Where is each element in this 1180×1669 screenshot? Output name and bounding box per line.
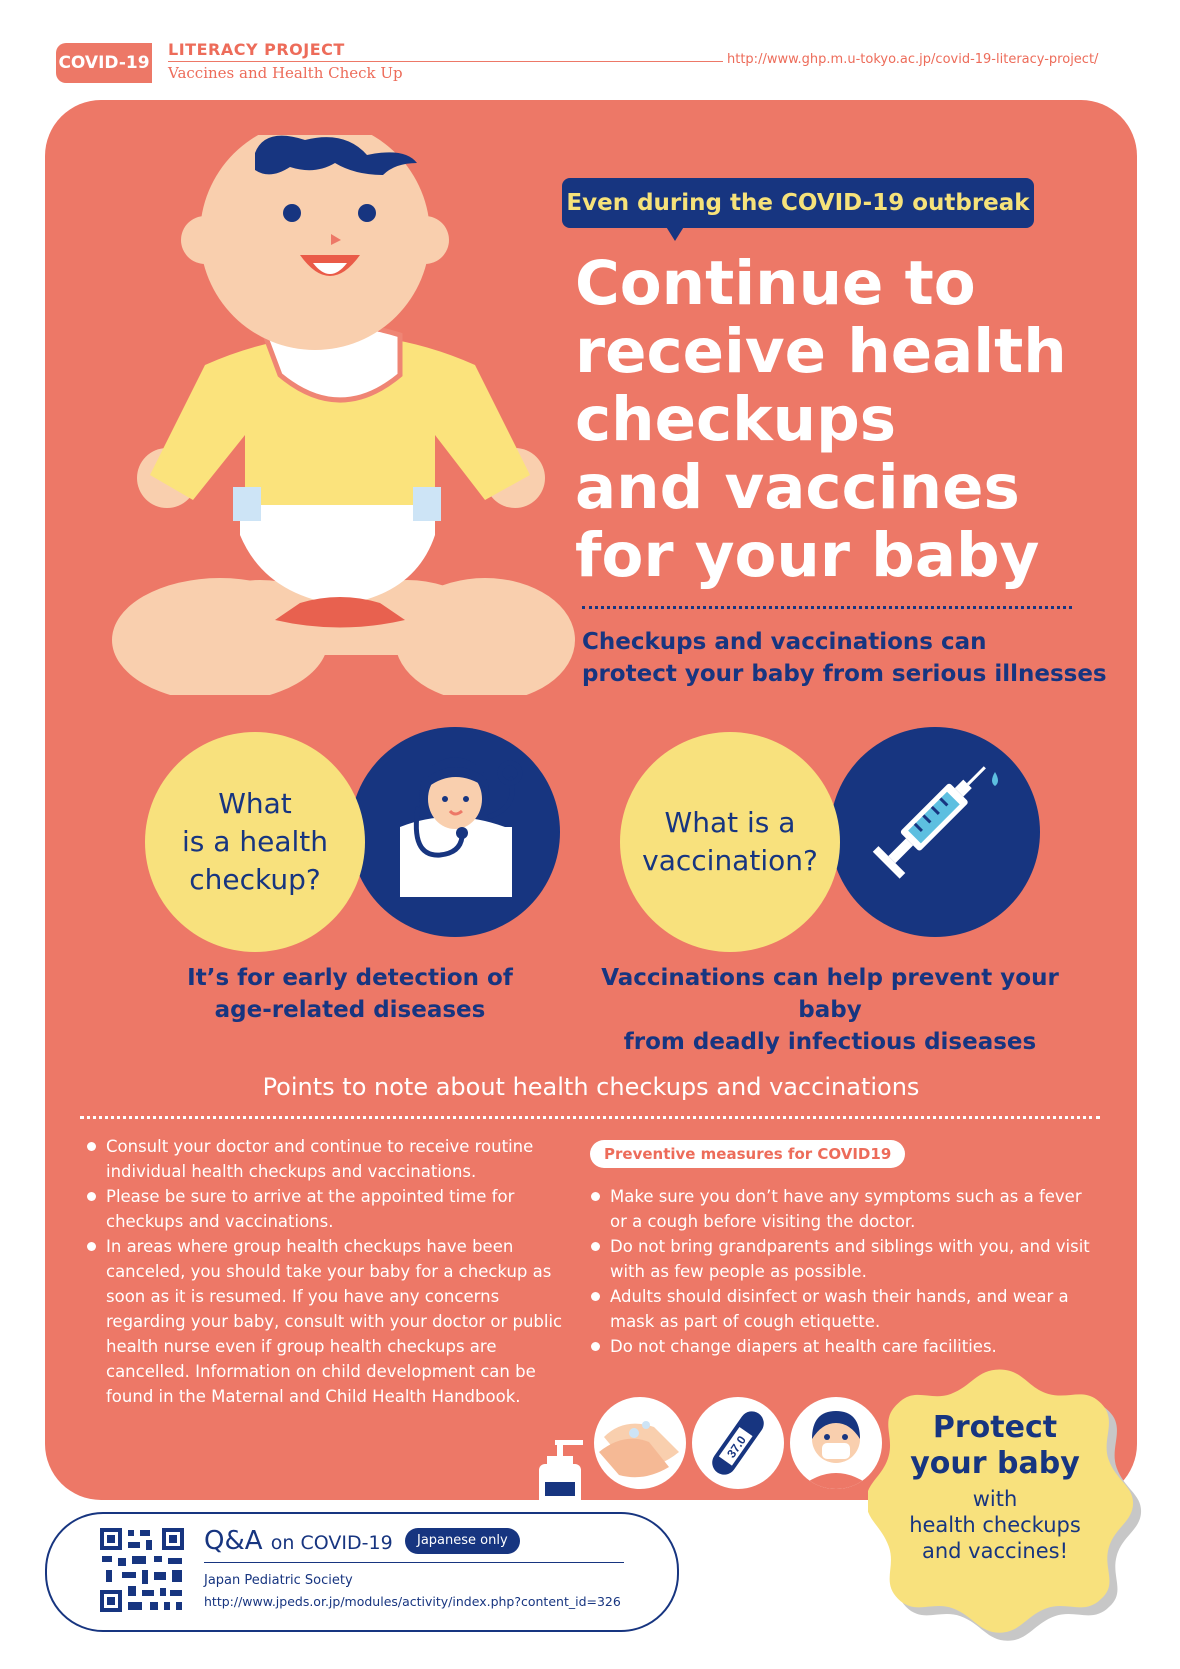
list-item: Do not change diapers at health care facilities. <box>588 1334 1096 1359</box>
headline <box>575 250 1135 590</box>
preventive-list <box>588 1184 1096 1359</box>
preventive-badge: Preventive measures for COVID19 <box>590 1140 905 1168</box>
checkup-question-line: What <box>218 787 292 820</box>
doctor-icon <box>370 747 540 917</box>
checkup-question-circle <box>145 732 365 952</box>
seal-line: health checkups <box>909 1513 1081 1537</box>
vaccination-question-line: What is a <box>664 806 796 839</box>
seal-line: Protect <box>932 1410 1058 1445</box>
qa-title-main: Q&A <box>204 1526 263 1556</box>
headline-line: Continue to <box>575 248 976 319</box>
headline-line: for your baby <box>575 520 1040 591</box>
checkup-answer-line: It’s for early detection of <box>187 965 513 991</box>
dotted-divider <box>582 606 1072 609</box>
lead-line: protect your baby from serious illnesses <box>582 661 1107 687</box>
baby-illustration <box>105 135 575 695</box>
project-url-link[interactable]: http://www.ghp.m.u-tokyo.ac.jp/covid-19-literacy-project/ <box>727 52 1099 67</box>
header-divider <box>168 61 723 62</box>
seal-line: your baby <box>910 1446 1080 1481</box>
seal-line: and vaccines! <box>922 1539 1068 1563</box>
list-item: Please be sure to arrive at the appointed time for checkups and vaccinations. <box>84 1184 564 1234</box>
japanese-only-badge: Japanese only <box>405 1528 520 1554</box>
vaccination-answer-line: Vaccinations can help prevent your baby <box>601 965 1059 1023</box>
qa-title-suffix: on COVID-19 <box>270 1532 393 1554</box>
points-divider <box>80 1116 1100 1119</box>
lead-text <box>582 626 1107 690</box>
checkup-question-line: checkup? <box>189 863 321 896</box>
checkup-answer-line: age-related diseases <box>214 997 486 1023</box>
list-item: In areas where group health checkups have been canceled, you should take your baby for a checkup as soon as it is resumed. If you have any concerns regarding your baby, consult with your doctor or public health nurse even if group health checkups are cancelled. Information on child development can be found in the Maternal and Child Health Handbook. <box>84 1234 564 1409</box>
seal-line: with <box>972 1487 1018 1511</box>
covid-badge: COVID-19 <box>56 43 152 83</box>
list-item: Consult your doctor and continue to receive routine individual health checkups and vaccinations. <box>84 1134 564 1184</box>
vaccination-question-circle <box>620 732 840 952</box>
qr-code-icon[interactable] <box>98 1526 186 1614</box>
sanitizer-icon <box>535 1438 597 1508</box>
headline-line: checkups <box>575 384 897 455</box>
list-item: Adults should disinfect or wash their hands, and wear a mask as part of cough etiquette. <box>588 1284 1096 1334</box>
list-item: Make sure you don’t have any symptoms such as a fever or a cough before visiting the doctor. <box>588 1184 1096 1234</box>
headline-line: and vaccines <box>575 452 1020 523</box>
points-list <box>84 1134 564 1409</box>
list-item: Do not bring grandparents and siblings with you, and visit with as few people as possible. <box>588 1234 1096 1284</box>
points-title: Points to note about health checkups and vaccinations <box>262 1073 920 1101</box>
lead-line: Checkups and vaccinations can <box>582 629 987 655</box>
qa-url-link[interactable]: http://www.jpeds.or.jp/modules/activity/index.php?content_id=326 <box>204 1594 621 1609</box>
thermometer-circle <box>692 1397 784 1489</box>
project-subtitle: Vaccines and Health Check Up <box>168 64 403 82</box>
qa-divider <box>204 1562 624 1563</box>
checkup-question-line: is a health <box>182 825 328 858</box>
syringe-icon <box>855 752 1015 912</box>
handwash-circle <box>594 1397 686 1489</box>
protect-seal-text <box>870 1410 1120 1564</box>
bubble-tail <box>665 225 685 241</box>
handwash-icon <box>594 1397 686 1489</box>
thermometer-icon <box>692 1397 784 1489</box>
checkup-answer <box>140 962 560 1026</box>
vaccination-answer <box>570 962 1090 1058</box>
headline-line: receive health <box>575 316 1067 387</box>
thermometer-reading: 37.0 <box>724 1433 749 1461</box>
vaccination-question-line: vaccination? <box>642 844 818 877</box>
qa-title <box>204 1526 393 1556</box>
outbreak-bubble: Even during the COVID-19 outbreak <box>562 178 1034 228</box>
project-title: LITERACY PROJECT <box>168 40 345 59</box>
vaccination-answer-line: from deadly infectious diseases <box>623 1029 1037 1055</box>
qa-organization: Japan Pediatric Society <box>204 1573 353 1588</box>
